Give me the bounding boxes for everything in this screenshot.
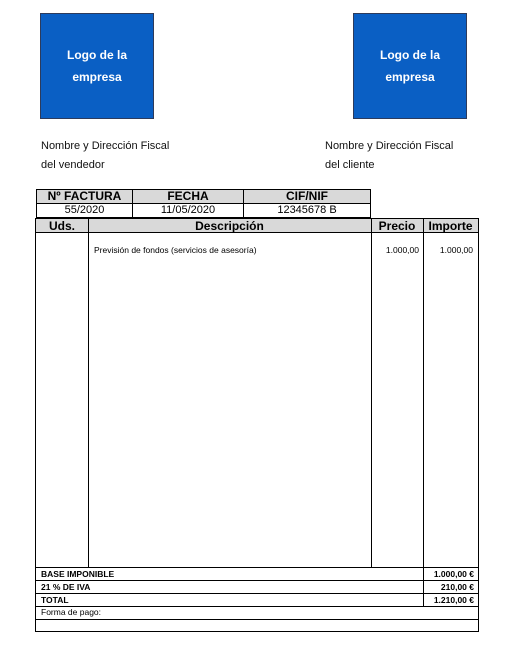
invoice-header-table bbox=[36, 189, 371, 218]
totals-value: 1.210,00 € bbox=[433, 595, 474, 605]
line-description: Previsión de fondos (servicios de asesoría) bbox=[94, 245, 257, 255]
items-area bbox=[36, 219, 478, 567]
client-address bbox=[325, 137, 453, 175]
logo-text-line-1: Logo de la bbox=[380, 48, 440, 62]
logo-text-line-2: empresa bbox=[385, 70, 435, 84]
totals-row-vat bbox=[36, 580, 478, 593]
column-header-units: Uds. bbox=[36, 219, 88, 233]
company-logo-left bbox=[40, 13, 154, 119]
totals-label: BASE IMPONIBLE bbox=[41, 569, 115, 579]
seller-address bbox=[41, 137, 169, 175]
payment-method-field bbox=[36, 619, 478, 631]
invoice-number-label: Nº FACTURA bbox=[37, 190, 133, 204]
totals-value: 1.000,00 € bbox=[433, 569, 474, 579]
line-price: 1.000,00 bbox=[385, 245, 419, 255]
invoice-number-value: 55/2020 bbox=[37, 204, 133, 218]
seller-address-line-1: Nombre y Dirección Fiscal bbox=[41, 140, 170, 152]
company-logo-right bbox=[353, 13, 467, 119]
totals-value: 210,00 € bbox=[440, 582, 474, 592]
totals-label: TOTAL bbox=[41, 595, 69, 605]
date-value: 11/05/2020 bbox=[133, 204, 244, 218]
column-divider bbox=[423, 581, 424, 593]
totals-row-base bbox=[36, 567, 478, 580]
totals-label: 21 % DE IVA bbox=[41, 582, 91, 592]
logo-text-line-2: empresa bbox=[72, 70, 122, 84]
payment-method: Forma de pago: bbox=[36, 606, 478, 619]
column-header-amount: Importe bbox=[423, 219, 478, 233]
client-address-line-1: Nombre y Dirección Fiscal bbox=[325, 140, 454, 152]
date-label: FECHA bbox=[133, 190, 244, 204]
seller-address-line-2: del vendedor bbox=[41, 159, 105, 171]
logo-text-line-1: Logo de la bbox=[67, 48, 127, 62]
tax-id-label: CIF/NIF bbox=[244, 190, 371, 204]
column-divider bbox=[423, 568, 424, 580]
column-divider bbox=[423, 219, 424, 567]
line-amount: 1.000,00 bbox=[439, 245, 473, 255]
column-divider bbox=[88, 219, 89, 567]
invoice-items-table bbox=[35, 218, 479, 632]
tax-id-value: 12345678 B bbox=[244, 204, 371, 218]
client-address-line-2: del cliente bbox=[325, 159, 375, 171]
column-divider bbox=[423, 594, 424, 606]
column-header-description: Descripción bbox=[88, 219, 371, 233]
column-header-price: Precio bbox=[371, 219, 423, 233]
column-divider bbox=[371, 219, 372, 567]
totals-row-total bbox=[36, 593, 478, 606]
